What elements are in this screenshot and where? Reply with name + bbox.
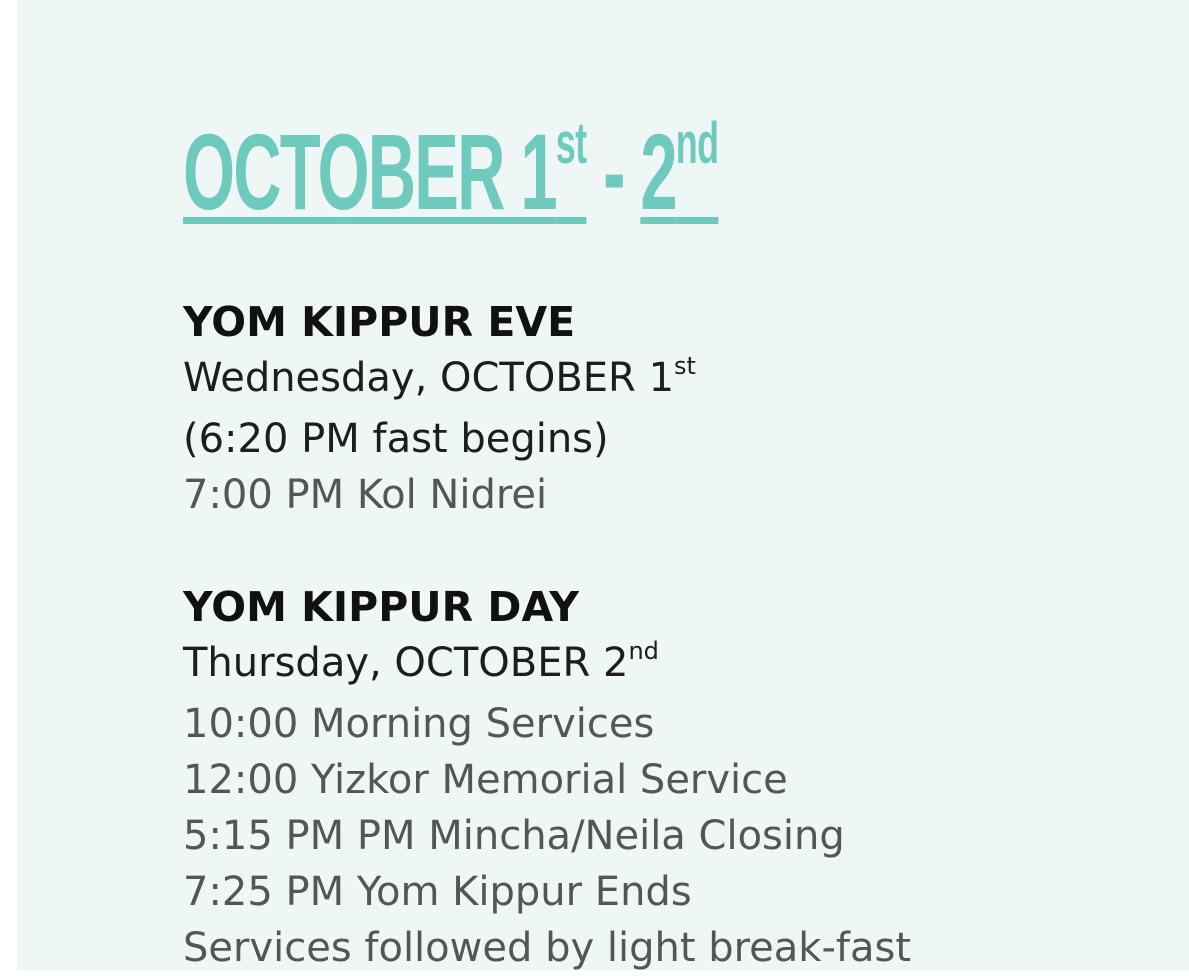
day-item: 12:00 Yizkor Memorial Service <box>183 757 788 803</box>
day-date-suffix: nd <box>628 637 659 665</box>
heading-end-text: 2 <box>640 111 676 232</box>
day-item: 7:25 PM Yom Kippur Ends <box>183 869 692 915</box>
heading-separator: - <box>586 111 641 232</box>
eve-date <box>183 350 1143 411</box>
heading-start-text: OCTOBER 1 <box>183 111 556 232</box>
day-item: Services followed by light break-fast <box>183 925 912 971</box>
heading-end <box>640 111 718 232</box>
heading-end-suffix: nd <box>675 111 719 176</box>
day-section <box>183 579 1143 976</box>
day-item: 5:15 PM PM Mincha/Neila Closing <box>183 813 845 859</box>
eve-date-suffix: st <box>674 352 696 380</box>
heading-start-suffix: st <box>555 111 587 176</box>
eve-fast-note: (6:20 PM fast begins) <box>183 416 609 462</box>
day-date <box>183 635 1143 696</box>
date-range-heading <box>183 111 778 248</box>
schedule-content <box>183 111 1143 976</box>
eve-section <box>183 294 1143 523</box>
eve-item: 7:00 PM Kol Nidrei <box>183 472 548 518</box>
day-date-text: Thursday, OCTOBER 2 <box>183 640 629 686</box>
day-title: YOM KIPPUR DAY <box>183 583 579 631</box>
schedule-panel <box>17 0 1189 970</box>
heading-start <box>183 111 586 232</box>
day-item: 10:00 Morning Services <box>183 701 655 747</box>
eve-title: YOM KIPPUR EVE <box>183 298 576 346</box>
eve-date-text: Wednesday, OCTOBER 1 <box>183 355 675 401</box>
